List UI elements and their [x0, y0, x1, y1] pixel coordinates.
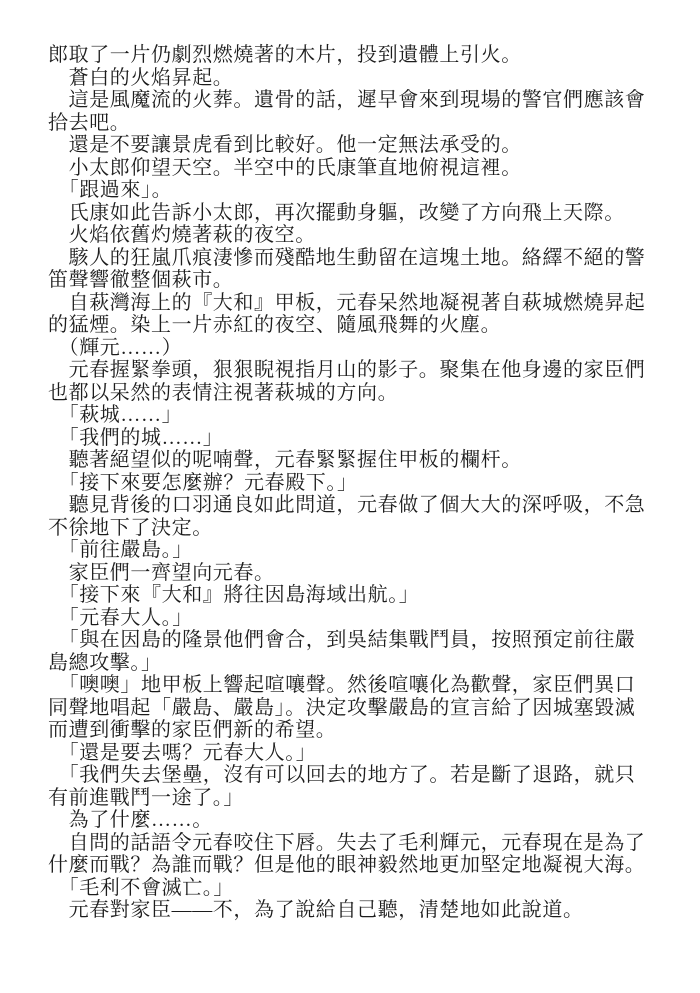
text-line-20: 「接下來要怎麼辦？元春殿下。」 [48, 471, 358, 494]
text-line-13: 的猛煙。染上一片赤紅的夜空、隨風飛舞的火塵。 [48, 314, 502, 336]
text-line-23: 「前往嚴島。」 [48, 539, 193, 561]
text-line-29: 「噢噢」地甲板上響起喧嚷聲。然後喧嚷化為歡聲，家臣們異口 [48, 674, 636, 696]
text-line-17: 「萩城……」 [48, 404, 183, 426]
text-line-5: 還是不要讓景虎看到比較好。他一定無法承受的。 [48, 134, 522, 156]
text-line-1: 郎取了一片仍劇烈燃燒著的木片，投到遺體上引火。 [48, 44, 522, 66]
text-line-36: 自問的話語令元春咬住下唇。失去了毛利輝元，元春現在是為了 [48, 831, 646, 854]
text-line-25: 「接下來『大和』將往因島海域出航。」 [48, 584, 420, 606]
text-line-10: 駭人的狂嵐爪痕淒慘而殘酷地生動留在這塊土地。絡繹不絕的警 [48, 246, 646, 269]
text-line-28: 島總攻擊。」 [48, 651, 162, 674]
text-block [48, 44, 672, 922]
text-line-18: 「我們的城……」 [48, 426, 224, 449]
text-line-21: 聽見背後的口羽通良如此問道，元春做了個大大的深呼吸，不急 [48, 494, 646, 516]
text-line-12: 自萩灣海上的『大和』甲板，元春呆然地凝視著自萩城燃燒昇起 [48, 291, 646, 314]
text-line-2: 蒼白的火焰昇起。 [48, 66, 234, 89]
text-line-33: 「我們失去堡壘，沒有可以回去的地方了。若是斷了退路，就只 [48, 764, 636, 786]
text-line-26: 「元春大人。」 [48, 606, 193, 629]
text-line-19: 聽著絕望似的呢喃聲，元春緊緊握住甲板的欄杆。 [48, 449, 522, 471]
text-line-15: 元春握緊拳頭，狠狠睨視指月山的影子。聚集在他身邊的家臣們 [48, 359, 646, 381]
text-line-24: 家臣們一齊望向元春。 [48, 561, 275, 584]
text-line-39: 元春對家臣——不，為了說給自己聽，清楚地如此說道。 [48, 899, 584, 921]
text-line-11: 笛聲響徹整個萩市。 [48, 269, 234, 291]
text-line-38: 「毛利不會滅亡。」 [48, 876, 234, 899]
text-line-16: 也都以呆然的表情注視著萩城的方向。 [48, 381, 399, 404]
text-line-34: 有前進戰鬥一途了。」 [48, 786, 244, 809]
text-line-8: 氏康如此告訴小太郎，再次擺動身軀，改變了方向飛上天際。 [48, 201, 625, 224]
text-line-3: 這是風魔流的火葬。遺骨的話，遲早會來到現場的警官們應該會 [48, 89, 646, 111]
text-line-30: 同聲地唱起「嚴島、嚴島」。決定攻擊嚴島的宣言給了因城塞毀滅 [48, 696, 636, 719]
text-line-4: 拾去吧。 [48, 111, 131, 134]
text-line-32: 「還是要去嗎？元春大人。」 [48, 741, 317, 764]
text-line-7: 「跟過來」。 [48, 179, 173, 201]
text-line-27: 「與在因島的隆景他們會合，到吳結集戰鬥員，按照預定前往嚴 [48, 629, 636, 651]
text-line-9: 火焰依舊灼燒著萩的夜空。 [48, 224, 316, 246]
text-line-22: 不徐地下了決定。 [48, 516, 213, 539]
text-line-6: 小太郎仰望天空。半空中的氏康筆直地俯視這裡。 [48, 156, 522, 179]
text-line-35: 為了什麼……。 [48, 809, 213, 831]
text-line-14: （輝元……） [48, 336, 183, 359]
text-line-37: 什麼而戰？為誰而戰？但是他的眼神毅然地更加堅定地凝視大海。 [48, 854, 646, 876]
text-line-31: 而遭到衝擊的家臣們新的希望。 [48, 719, 337, 741]
